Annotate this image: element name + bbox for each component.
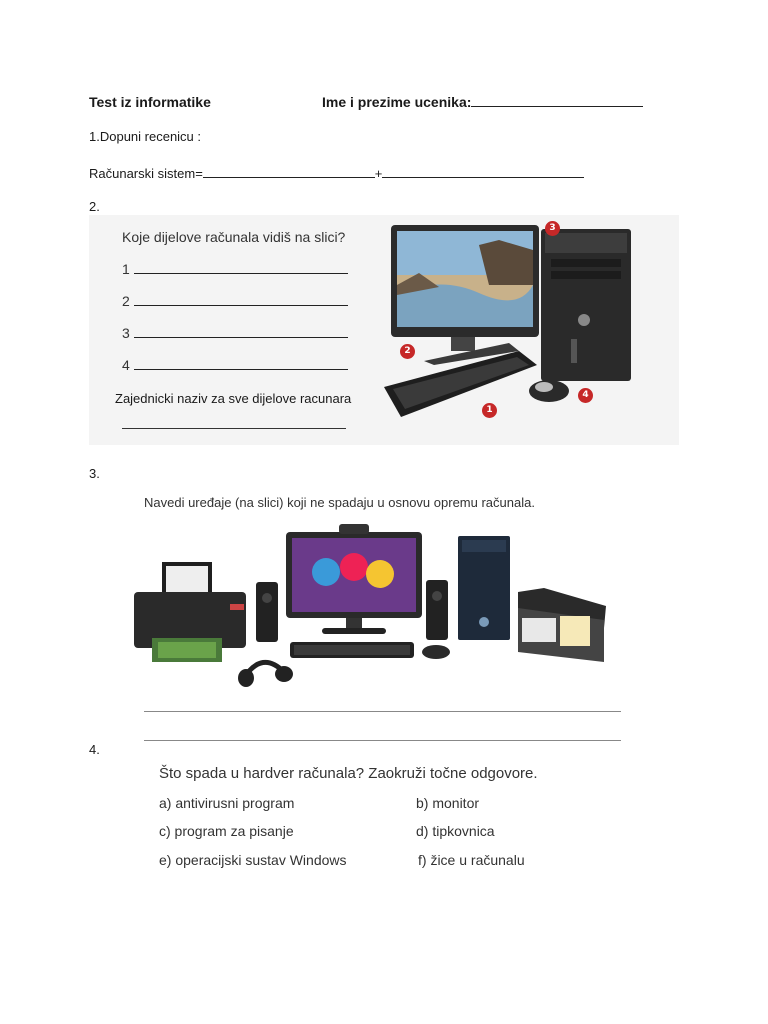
speaker-left-icon <box>256 582 278 642</box>
q4-option-e: e) operacijski sustav Windows <box>159 852 347 868</box>
speaker-right-icon <box>426 580 448 640</box>
badge-4: 4 <box>578 388 593 403</box>
q1-sentence <box>89 165 584 181</box>
q3-question: Navedi uređaje (na slici) koji ne spadaju u osnovu opremu računala. <box>144 495 535 510</box>
q2-line-2: 2 <box>122 293 348 309</box>
keyboard-icon <box>290 642 414 658</box>
tower-icon <box>458 536 510 640</box>
q3-answer-line-1 <box>144 711 621 712</box>
q3-answer-line-2 <box>144 740 621 741</box>
headphones-icon <box>238 662 293 687</box>
q4-question: Što spada u hardver računala? Zaokruži točne odgovore. <box>159 765 538 782</box>
scanner-icon <box>518 588 606 662</box>
q4-option-d: d) tipkovnica <box>416 823 495 839</box>
q1-blank-1 <box>203 165 375 178</box>
q2-common-name-line <box>122 428 346 429</box>
mouse-icon <box>422 645 450 659</box>
mouse-icon <box>529 380 569 402</box>
q4-number: 4. <box>89 742 100 757</box>
student-name-text: Ime i prezime ucenika: <box>322 94 472 110</box>
q2-number: 2. <box>89 199 100 214</box>
tower-icon <box>541 229 631 381</box>
q1-sentence-left: Računarski sistem= <box>89 166 203 181</box>
q2-line-3: 3 <box>122 325 348 341</box>
q1-heading: 1.Dopuni recenicu : <box>89 129 202 144</box>
monitor-icon <box>391 225 539 365</box>
badge-1: 1 <box>482 403 497 418</box>
q4-option-a: a) antivirusni program <box>159 795 295 811</box>
q2-figure <box>89 215 679 445</box>
monitor-icon <box>286 524 422 634</box>
q2-question: Koje dijelove računala vidiš na slici? <box>122 229 346 245</box>
q2-line-4: 4 <box>122 357 348 373</box>
badge-2: 2 <box>400 344 415 359</box>
peripherals-illustration <box>134 522 614 692</box>
q3-number: 3. <box>89 466 100 481</box>
badge-3: 3 <box>545 221 560 236</box>
q1-plus: + <box>374 166 383 181</box>
q1-blank-2 <box>382 165 584 178</box>
q4-option-b: b) monitor <box>416 795 480 811</box>
q4-option-f: f) žice u računalu <box>418 852 525 868</box>
printer-icon <box>134 562 246 662</box>
q4-option-c: c) program za pisanje <box>159 823 294 839</box>
desktop-computer-illustration <box>379 215 679 445</box>
test-title: Test iz informatike <box>89 94 211 110</box>
student-name-blank <box>471 94 643 107</box>
keyboard-icon <box>384 351 537 417</box>
q2-common-name: Zajednicki naziv za sve dijelove racunara <box>115 391 352 406</box>
student-name-label <box>322 94 643 110</box>
q2-line-1: 1 <box>122 261 348 277</box>
